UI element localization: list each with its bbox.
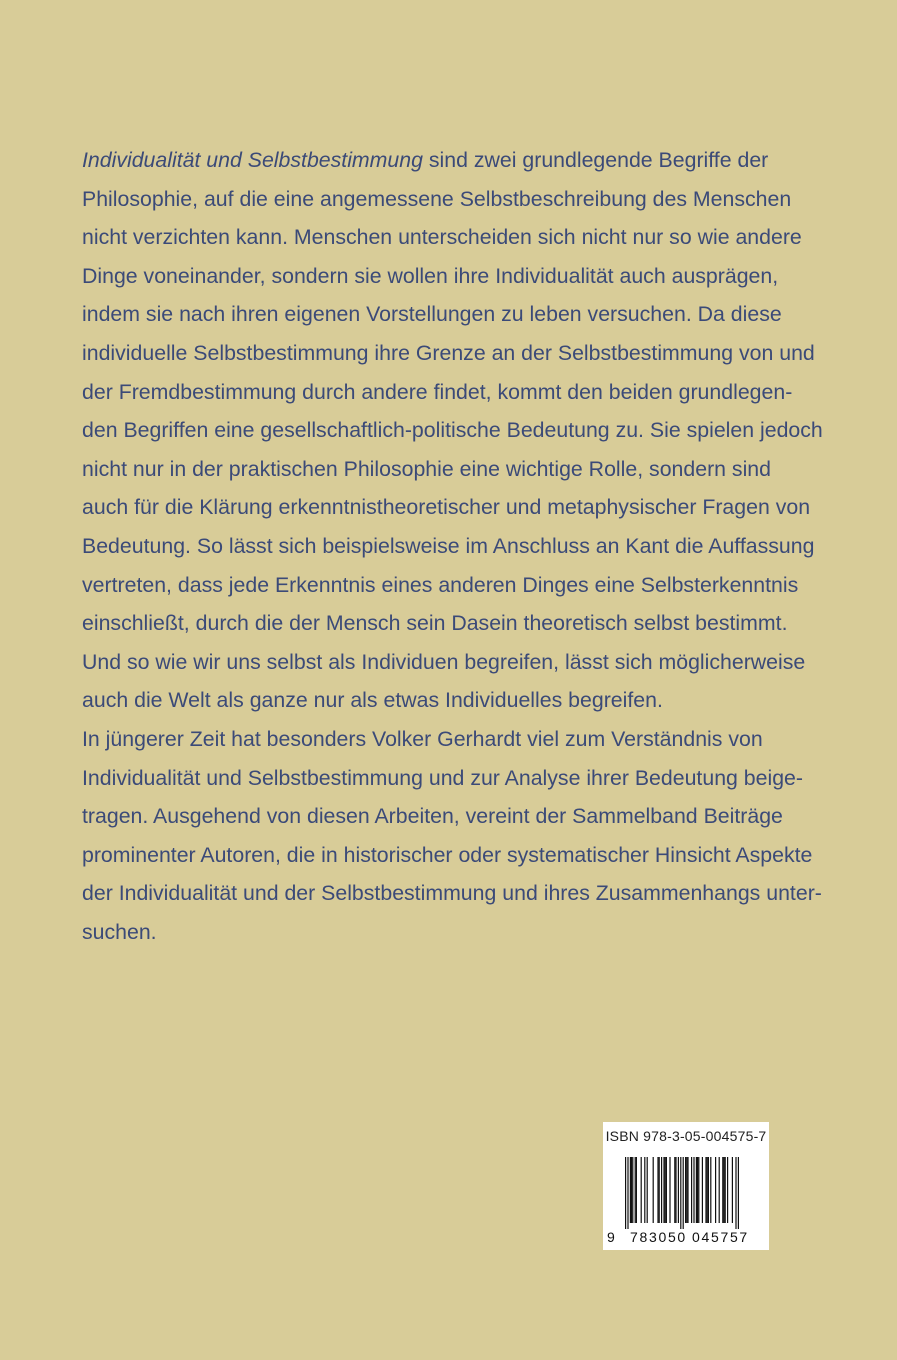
barcode-bar <box>625 1157 626 1229</box>
blurb-line: Und so wie wir uns selbst als Individuen begreifen, lässt sich möglicherweise <box>82 649 806 674</box>
blurb-line: nicht nur in der praktischen Philosophie eine wichtige Rolle, sondern sind <box>82 456 771 481</box>
barcode-bar <box>722 1157 723 1223</box>
blurb-line: individuelle Selbstbestimmung ihre Grenze an der Selbstbestimmung von und <box>82 340 815 365</box>
blurb-line-1-rest: sind zwei grundlegende Begriffe der <box>422 148 769 172</box>
barcode-bar <box>710 1157 711 1223</box>
blurb-line: prominenter Autoren, die in historischer oder systematischer Hinsicht Aspekte <box>82 842 813 867</box>
barcode-bar <box>693 1157 694 1223</box>
barcode-bar <box>715 1157 716 1223</box>
barcode-bar <box>705 1157 706 1223</box>
blurb-line: auch die Welt als ganze nur als etwas Individuelles begreifen. <box>82 688 663 713</box>
barcode-bar <box>686 1157 687 1223</box>
blurb-line: In jüngerer Zeit hat besonders Volker Gerhardt viel zum Verständnis von <box>82 726 763 751</box>
blurb-line: einschließt, durch die der Mensch sein Dasein theoretisch selbst bestimmt. <box>82 611 788 636</box>
blurb-line: auch für die Klärung erkenntnistheoretischer und metaphysischer Fragen von <box>82 495 811 520</box>
blurb-line-1 <box>82 141 802 180</box>
barcode-bar <box>698 1157 699 1223</box>
barcode-bar <box>732 1157 733 1223</box>
barcode-bar <box>663 1157 664 1223</box>
barcode-bar <box>657 1157 658 1223</box>
blurb-line: Bedeutung. So lässt sich beispielsweise im Anschluss an Kant die Auffassung <box>82 533 815 558</box>
barcode-bar <box>735 1157 736 1229</box>
barcode-bar <box>644 1157 645 1223</box>
barcode-bar <box>696 1157 697 1223</box>
barcode-bar <box>702 1157 703 1223</box>
barcode-bar <box>685 1157 686 1223</box>
blurb-line: vertreten, dass jede Erkenntnis eines anderen Dinges eine Selbsterkenntnis <box>82 572 799 597</box>
barcode-bar <box>708 1157 709 1223</box>
barcode-bar <box>632 1157 633 1223</box>
blurb-line: tragen. Ausgehend von diesen Arbeiten, vereint der Sammelband Beiträge <box>82 804 783 829</box>
barcode-bar <box>725 1157 726 1223</box>
barcode-bar <box>636 1157 637 1223</box>
blurb-line: Philosophie, auf die eine angemessene Selbstbeschreibung des Menschen <box>82 186 792 211</box>
isbn-barcode-box <box>603 1122 769 1250</box>
barcode-bar <box>665 1157 666 1223</box>
barcode-bar <box>697 1157 698 1223</box>
ean-first-digit: 9 <box>607 1229 615 1245</box>
blurb-line: der Individualität und der Selbstbestimmung und ihres Zusammenhangs unter- <box>82 881 822 906</box>
blurb-line: Dinge voneinander, sondern sie wollen ihre Individualität auch ausprägen, <box>82 263 779 288</box>
ean-left-group: 783050 <box>630 1229 687 1245</box>
barcode-bar <box>687 1157 688 1223</box>
blurb-line: Individualität und Selbstbestimmung und zur Analyse ihrer Bedeutung beige- <box>82 765 803 790</box>
barcode-bar <box>641 1157 642 1223</box>
barcode-bar <box>630 1157 631 1223</box>
blurb-line: suchen. <box>82 919 157 944</box>
barcode-bar <box>719 1157 720 1223</box>
book-title-italic: Individualität und Selbstbestimmung <box>82 148 423 172</box>
barcode-bar <box>678 1157 679 1223</box>
barcode-bar <box>631 1157 632 1223</box>
barcode-bar <box>707 1157 708 1223</box>
barcode-bar <box>635 1157 636 1223</box>
blurb-line: den Begriffen eine gesellschaftlich-politische Bedeutung zu. Sie spielen jedoch <box>82 418 823 443</box>
isbn-label: ISBN 978-3-05-004575-7 <box>605 1128 767 1144</box>
barcode-bar <box>723 1157 724 1223</box>
barcode-bar <box>661 1157 662 1223</box>
barcode-bar <box>738 1157 739 1229</box>
blurb-line: indem sie nach ihren eigenen Vorstellungen zu leben versuchen. Da diese <box>82 302 782 327</box>
blurb-line: der Fremdbestimmung durch andere findet, kommt den beiden grundlegen- <box>82 379 793 404</box>
barcode-bar <box>647 1157 648 1223</box>
barcode-bar <box>674 1157 675 1223</box>
barcode-bar <box>627 1157 628 1229</box>
barcode-bar <box>669 1157 670 1223</box>
barcode-bar <box>727 1157 728 1223</box>
ean-right-group: 045757 <box>692 1229 749 1245</box>
barcode-bar <box>680 1157 681 1229</box>
barcode-bar <box>691 1157 692 1223</box>
barcode-bar <box>666 1157 667 1223</box>
barcode-bar <box>675 1157 676 1223</box>
blurb-text <box>82 141 823 951</box>
barcode-bar <box>659 1157 660 1223</box>
blurb-line: nicht verzichten kann. Menschen unterscheiden sich nicht nur so wie andere <box>82 225 802 250</box>
barcode-bar <box>683 1157 684 1229</box>
barcode-bar <box>653 1157 654 1223</box>
barcode-bars <box>625 1157 747 1229</box>
